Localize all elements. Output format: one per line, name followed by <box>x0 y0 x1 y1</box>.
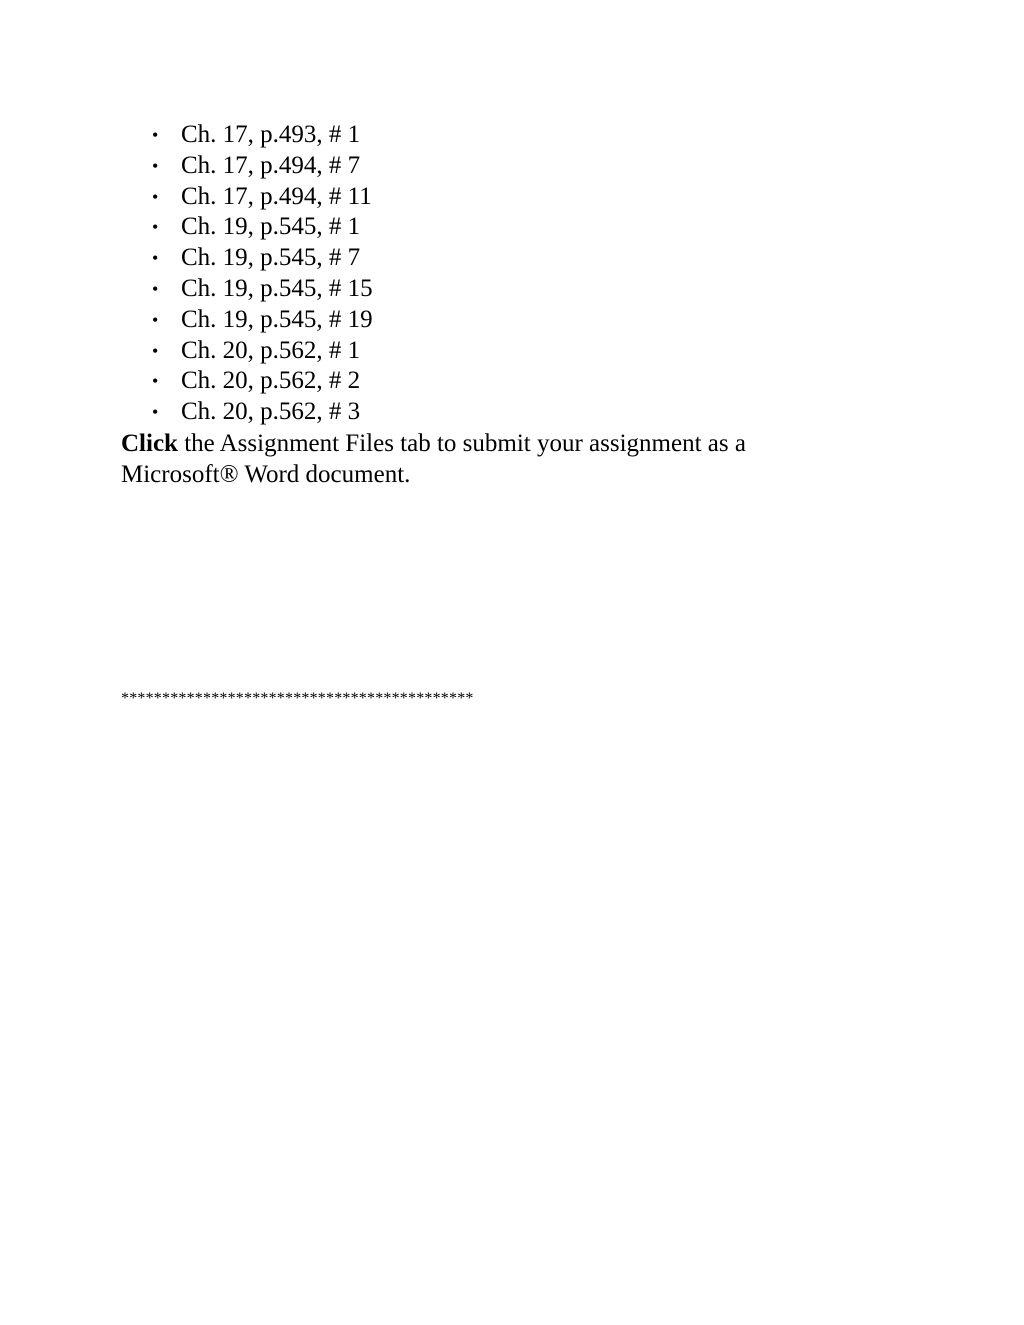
exercise-text: Ch. 20, p.562, # 2 <box>181 367 361 395</box>
submission-instructions <box>121 428 821 490</box>
exercise-text: Ch. 17, p.493, # 1 <box>181 121 361 148</box>
exercise-item <box>121 151 373 182</box>
exercise-text: Ch. 19, p.545, # 19 <box>181 305 373 333</box>
exercise-text: Ch. 19, p.545, # 1 <box>181 213 361 241</box>
bullet-icon: • <box>152 340 159 361</box>
exercise-item <box>121 336 373 367</box>
bullet-icon: • <box>152 125 159 145</box>
bullet-icon: • <box>152 402 159 423</box>
asterisk-separator: ******************************************* <box>121 690 474 707</box>
exercise-text: Ch. 19, p.545, # 7 <box>181 244 361 272</box>
exercise-item <box>121 366 373 397</box>
exercise-text: Ch. 17, p.494, # 7 <box>181 151 361 179</box>
bullet-icon: • <box>152 248 159 269</box>
instructions-emphasis: Click <box>121 430 178 457</box>
instructions-text: the Assignment Files tab to submit your assignment as a Microsoft® Word document. <box>121 430 746 488</box>
exercise-item <box>121 274 373 305</box>
bullet-icon: • <box>152 155 159 176</box>
exercise-text: Ch. 20, p.562, # 3 <box>181 398 361 426</box>
exercise-item <box>121 305 373 336</box>
exercise-item <box>121 212 373 243</box>
exercise-text: Ch. 19, p.545, # 15 <box>181 274 373 302</box>
bullet-icon: • <box>152 186 159 207</box>
exercise-item <box>121 243 373 274</box>
exercise-list <box>121 120 373 428</box>
exercise-item <box>121 120 373 151</box>
bullet-icon: • <box>152 309 159 330</box>
bullet-icon: • <box>152 217 159 238</box>
exercise-text: Ch. 17, p.494, # 11 <box>181 182 372 210</box>
exercise-text: Ch. 20, p.562, # 1 <box>181 336 361 364</box>
bullet-icon: • <box>152 371 159 392</box>
exercise-item <box>121 397 373 428</box>
exercise-item <box>121 182 373 213</box>
bullet-icon: • <box>152 278 159 299</box>
